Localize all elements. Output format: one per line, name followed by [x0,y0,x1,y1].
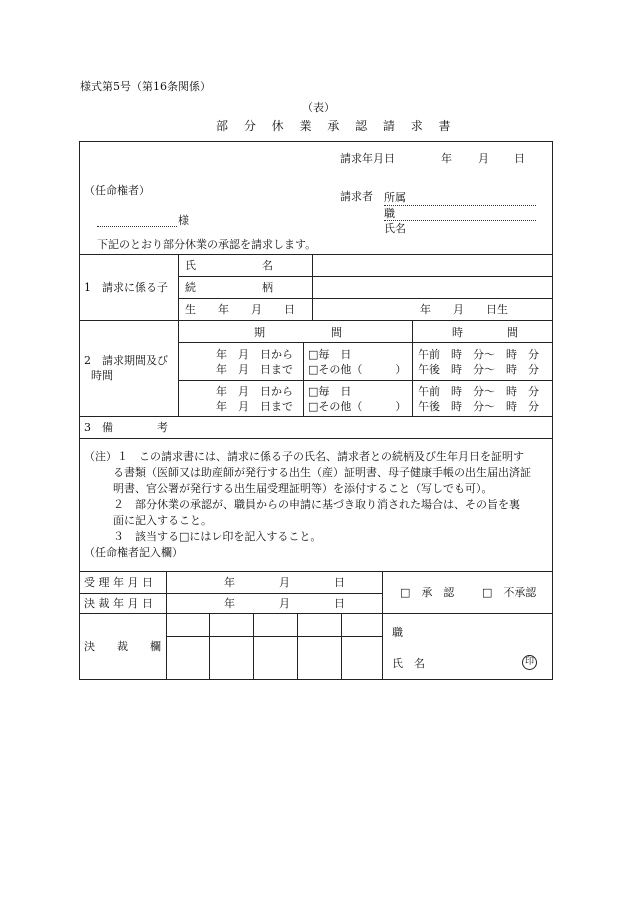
appointer-section-label: （任命権者記入欄） [84,546,183,559]
sama-label: 様 [178,214,189,227]
approver-name: 氏 名 [392,657,425,670]
child-birth-label: 生 年 月 日 [185,303,295,316]
kessai-label: 決 裁 欄 [84,640,161,653]
request-date-month: 月 [478,152,489,165]
am-time[interactable]: 午前 時 分〜 時 分 [418,348,539,361]
period-from[interactable]: 年 月 日から [216,348,293,361]
received-date-value[interactable]: 年 月 日 [224,576,345,589]
position-label: 職 [384,207,395,220]
period-section-label-2: 時間 [91,369,113,382]
note-1-cont: る書類（医師又は助産師が発行する出生（産）証明書、母子健康手帳の出生届出済証 [113,466,531,479]
decision-date-value[interactable]: 年 月 日 [224,597,345,610]
received-date-label: 受 理 年 月 日 [84,576,153,589]
remarks-label: 3 備 考 [84,421,168,434]
not-approve-checkbox[interactable]: □ 不承認 [482,586,537,599]
note-2-cont: 面に記入すること。 [113,514,212,527]
period-header: 期 間 [254,326,342,339]
requester-label: 請求者 [340,190,373,203]
request-date-day: 日 [514,152,525,165]
am-time[interactable]: 午前 時 分〜 時 分 [418,385,539,398]
other-checkbox[interactable]: □その他（ ） [308,363,407,376]
period-to[interactable]: 年 月 日まで [216,363,293,376]
position-field[interactable] [384,220,536,221]
pm-time[interactable]: 午後 時 分〜 時 分 [418,363,539,376]
note-3: ３ 該当する□にはレ印を記入すること。 [113,530,322,543]
child-relation-label: 続 柄 [185,281,273,294]
approver-position: 職 [392,626,403,639]
period-to[interactable]: 年 月 日まで [216,400,293,413]
name-label: 氏名 [384,222,406,235]
approve-checkbox[interactable]: □ 承 認 [400,586,455,599]
appointer-label: （任命権者） [84,184,150,197]
child-birth-value: 年 月 日生 [420,303,508,316]
request-date-year: 年 [441,152,452,165]
note-2: ２ 部分休業の承認が、職員からの申請に基づき取り消された場合は、その旨を裏 [113,498,520,511]
child-section-label: 1 請求に係る子 [84,281,168,294]
statement: 下記のとおり部分休業の承認を請求します。 [97,238,317,251]
decision-date-label: 決 裁 年 月 日 [84,597,153,610]
daily-checkbox[interactable]: □毎 日 [308,385,352,398]
time-header: 時 間 [452,326,518,339]
seal-icon: 印 [522,655,537,670]
appointer-name-field[interactable] [97,226,177,227]
child-name-label: 氏 名 [185,259,273,272]
note-1: （注）１ この請求書には、請求に係る子の氏名、請求者との続柄及び生年月日を証明す [84,450,524,463]
affiliation-field[interactable] [384,205,536,206]
page-title: 部 分 休 業 承 認 請 求 書 [216,119,457,133]
affiliation-label: 所属 [384,191,406,204]
other-checkbox[interactable]: □その他（ ） [308,400,407,413]
request-date-label: 請求年月日 [340,152,395,165]
form-number: 様式第5号（第16条関係） [80,80,211,93]
pm-time[interactable]: 午後 時 分〜 時 分 [418,400,539,413]
period-section-label: 2 請求期間及び [84,354,168,367]
period-from[interactable]: 年 月 日から [216,385,293,398]
daily-checkbox[interactable]: □毎 日 [308,348,352,361]
note-1-cont: 明書、官公署が発行する出生届受理証明等）を添付すること（写しでも可）。 [113,482,493,495]
omote-label: （表） [302,101,335,114]
